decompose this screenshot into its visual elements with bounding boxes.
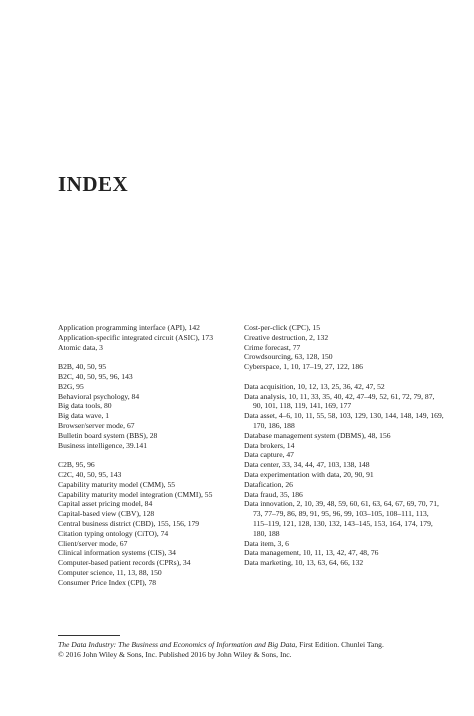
index-entry: Data brokers, 14 bbox=[244, 440, 295, 450]
footnote-copyright: © 2016 John Wiley & Sons, Inc. Published 2016 by John Wiley & Sons, Inc. bbox=[58, 650, 292, 659]
index-entry: Client/server mode, 67 bbox=[58, 538, 128, 548]
index-entry: Datafication, 26 bbox=[244, 479, 293, 489]
index-section-gap bbox=[58, 352, 240, 362]
index-entry: Citation typing ontology (CiTO), 74 bbox=[58, 528, 169, 538]
index-entry: Data experimentation with data, 20, 90, 91 bbox=[244, 469, 374, 479]
index-entry: Creative destruction, 2, 132 bbox=[244, 332, 329, 342]
index-entry: Data asset, 4–6, 10, 11, 55, 58, 103, 129, 130, 144, 148, 149, 169, 170, 186, 188 bbox=[244, 411, 444, 430]
index-entry: Behavioral psychology, 84 bbox=[58, 391, 140, 401]
index-entry: Capital asset pricing model, 84 bbox=[58, 499, 153, 509]
index-entry: Atomic data, 3 bbox=[58, 342, 103, 352]
footnote-book-title: The Data Industry: The Business and Economics of Information and Big Data bbox=[58, 640, 296, 649]
footnote bbox=[58, 640, 458, 660]
index-entry: Clinical information systems (CIS), 34 bbox=[58, 548, 176, 558]
footnote-rule bbox=[58, 635, 120, 636]
index-entry: Data innovation, 2, 10, 39, 48, 59, 60, 61, 63, 64, 67, 69, 70, 71, 73, 77–79, 86, 89, 91, 95, 96, 99, 103–105, 108–111, 113, 115–119, 121, 128, 130, 132, 143–145, 153, 164, 174, 179, 180, 188 bbox=[244, 499, 439, 538]
index-entry: Big data wave, 1 bbox=[58, 411, 110, 421]
index-entry: Bulletin board system (BBS), 28 bbox=[58, 430, 158, 440]
index-entry: Browser/server mode, 67 bbox=[58, 420, 135, 430]
index-entry: Data center, 33, 34, 44, 47, 103, 138, 148 bbox=[244, 460, 370, 470]
index-entry: Crime forecast, 77 bbox=[244, 342, 301, 352]
index-entry: Application programming interface (API), 142 bbox=[58, 323, 200, 332]
index-entry: Data acquisition, 10, 12, 13, 25, 36, 42, 47, 52 bbox=[244, 381, 385, 391]
index-entry: Computer-based patient records (CPRs), 34 bbox=[58, 558, 191, 568]
index-entry: Central business district (CBD), 155, 156, 179 bbox=[58, 518, 200, 528]
index-entry: Capability maturity model (CMM), 55 bbox=[58, 479, 176, 489]
index-entry: Application-specific integrated circuit (ASIC), 173 bbox=[58, 332, 213, 342]
index-entry: Cyberspace, 1, 10, 17–19, 27, 122, 186 bbox=[244, 362, 363, 372]
index-entry: Data capture, 47 bbox=[244, 450, 294, 460]
footnote-edition-author: , First Edition. Chunlei Tang. bbox=[295, 640, 384, 649]
page-title: INDEX bbox=[58, 172, 129, 196]
index-entry: Data marketing, 10, 13, 63, 64, 66, 132 bbox=[244, 558, 364, 568]
index-entry: Database management system (DBMS), 48, 156 bbox=[244, 430, 391, 440]
index-column-left bbox=[58, 323, 240, 588]
index-entry: Big data tools, 80 bbox=[58, 401, 112, 411]
index-entry: Consumer Price Index (CPI), 78 bbox=[58, 577, 157, 587]
index-entry: Capital-based view (CBV), 128 bbox=[58, 509, 155, 519]
index-entry: Data item, 3, 6 bbox=[244, 538, 289, 548]
index-entry: B2G, 95 bbox=[58, 381, 84, 391]
index-entry: B2C, 40, 50, 95, 96, 143 bbox=[58, 371, 133, 381]
index-entry: Data analysis, 10, 11, 33, 35, 40, 42, 47–49, 52, 61, 72, 79, 87, 90, 101, 118, 119, 141, 169, 177 bbox=[244, 391, 435, 411]
index-entry: Crowdsourcing, 63, 128, 150 bbox=[244, 352, 333, 362]
footnote-citation bbox=[58, 640, 458, 650]
index-entry: Data management, 10, 11, 13, 42, 47, 48, 76 bbox=[244, 548, 379, 558]
index-entry: C2C, 40, 50, 95, 143 bbox=[58, 469, 122, 479]
index-section-gap bbox=[244, 372, 444, 382]
index-section-gap bbox=[58, 450, 240, 460]
index-entry: Data fraud, 35, 186 bbox=[244, 489, 303, 499]
index-entry: C2B, 95, 96 bbox=[58, 460, 95, 470]
index-entry: Business intelligence, 39.141 bbox=[58, 440, 148, 450]
index-entry: Capability maturity model integration (CMMI), 55 bbox=[58, 489, 213, 499]
index-entry: Computer science, 11, 13, 88, 150 bbox=[58, 567, 162, 577]
index-entry: B2B, 40, 50, 95 bbox=[58, 362, 107, 372]
index-column-right bbox=[244, 323, 444, 568]
index-entry: Cost-per-click (CPC), 15 bbox=[244, 323, 320, 332]
